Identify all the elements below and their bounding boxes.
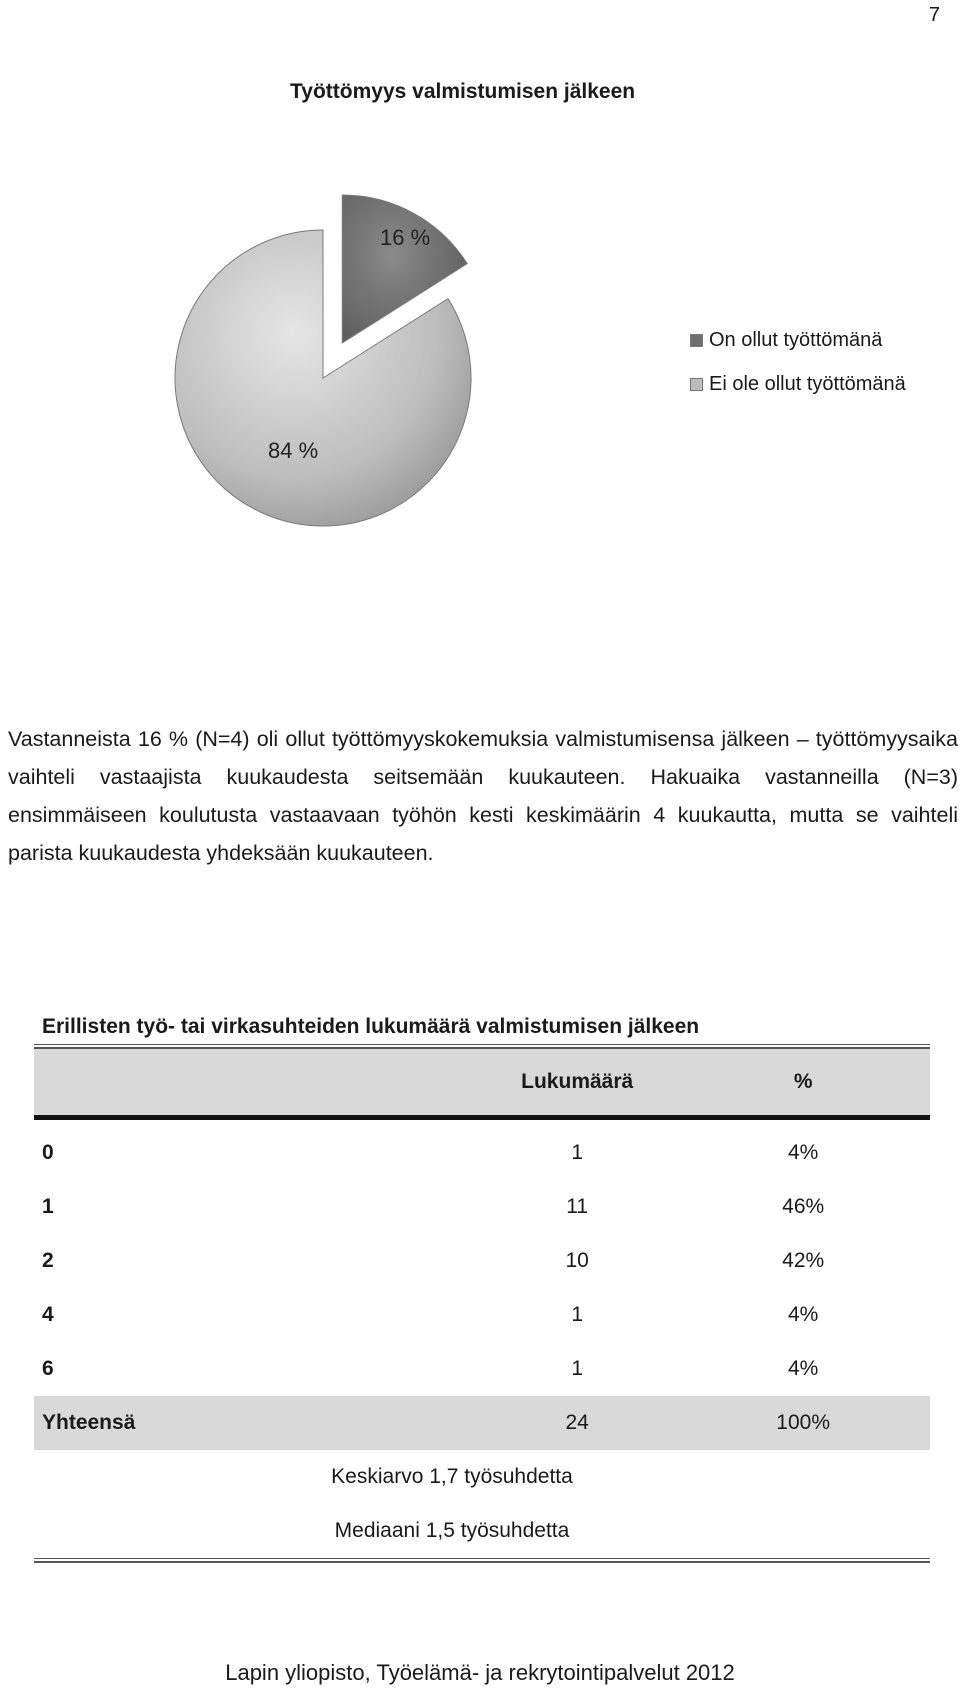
legend-label: On ollut työttömänä [709, 328, 883, 351]
header-percent: % [793, 1070, 813, 1093]
table-row [34, 1180, 930, 1234]
row-label: 0 [42, 1141, 54, 1164]
body-paragraph: Vastanneista 16 % (N=4) oli ollut työttömyyskokemuksia valmistumisensa jälkeen – työttömyysaika vaihteli vastaajista kuukaudesta seitsemään kuukauteen. Hakuaika vastanneilla (N=3) ensimmäiseen koulutusta vastaavaan työhön kesti keskimäärin 4 kuukautta, mutta se vaihteli parista kuukaudesta yhdeksään kuukauteen. [8, 727, 958, 865]
row-count: 1 [571, 1141, 584, 1164]
table-row [34, 1342, 930, 1396]
row-percent: 46% [782, 1195, 825, 1218]
chart-title: Työttömyys valmistumisen jälkeen [290, 80, 636, 103]
table-bottom-rule [34, 1558, 930, 1563]
total-count: 24 [565, 1411, 589, 1434]
legend-item-not-unemployed [690, 372, 906, 396]
total-label: Yhteensä [42, 1411, 136, 1434]
row-count: 1 [571, 1357, 584, 1380]
slice-label-unemployed: 16 % [380, 225, 431, 250]
row-label: 6 [42, 1357, 54, 1380]
chart-legend [690, 328, 906, 416]
legend-swatch-light [690, 378, 703, 391]
row-count: 10 [565, 1249, 589, 1272]
table-row [34, 1288, 930, 1342]
pie-chart [150, 160, 490, 530]
mean-line: Keskiarvo 1,7 työsuhdetta [331, 1465, 573, 1488]
row-percent: 4% [787, 1303, 819, 1326]
header-count: Lukumäärä [521, 1070, 634, 1093]
page-footer: Lapin yliopisto, Työelämä- ja rekrytointipalvelut 2012 [225, 1660, 735, 1685]
median-line: Mediaani 1,5 työsuhdetta [334, 1519, 570, 1542]
row-percent: 4% [787, 1357, 819, 1380]
legend-label: Ei ole ollut työttömänä [709, 372, 906, 395]
employment-table [34, 1044, 930, 1563]
row-count: 1 [571, 1303, 584, 1326]
page-number: 7 [928, 4, 940, 26]
row-label: 2 [42, 1249, 54, 1272]
table-total-row [34, 1396, 930, 1450]
slice-label-not-unemployed: 84 % [268, 438, 319, 463]
table-header [34, 1049, 930, 1115]
legend-item-unemployed [690, 328, 906, 352]
table-row [34, 1126, 930, 1180]
total-percent: 100% [776, 1411, 831, 1434]
table-row [34, 1234, 930, 1288]
legend-swatch-dark [690, 334, 703, 347]
row-count: 11 [566, 1195, 589, 1218]
row-percent: 42% [782, 1249, 825, 1272]
row-label: 1 [42, 1195, 54, 1218]
row-percent: 4% [787, 1141, 819, 1164]
table-title: Erillisten työ- tai virkasuhteiden lukumäärä valmistumisen jälkeen [42, 1015, 700, 1038]
row-label: 4 [42, 1303, 54, 1326]
